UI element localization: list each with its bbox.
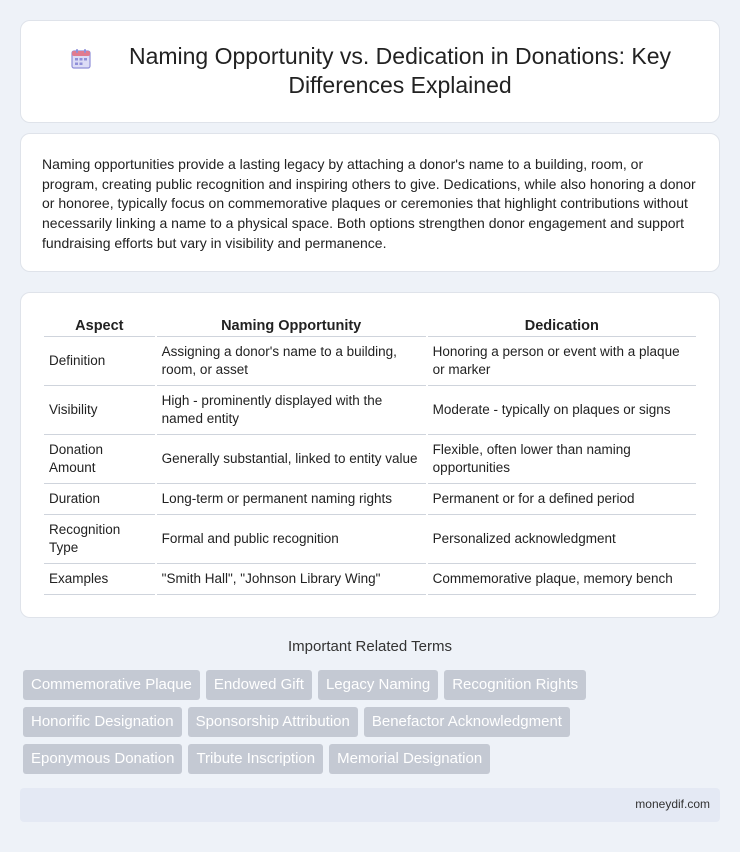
- cell-naming: Long-term or permanent naming rights: [157, 484, 426, 515]
- cell-naming: High - prominently displayed with the named entity: [157, 386, 426, 435]
- cell-dedication: Honoring a person or event with a plaque or marker: [428, 337, 696, 386]
- tag-row: [23, 670, 723, 700]
- comparison-table: [42, 315, 698, 595]
- header-aspect: Aspect: [44, 315, 155, 337]
- header-naming-opportunity: Naming Opportunity: [157, 315, 426, 337]
- cell-aspect: Visibility: [44, 386, 155, 435]
- footer: [20, 788, 720, 822]
- tag-memorial-designation[interactable]: Memorial Designation: [329, 744, 490, 774]
- cell-naming: "Smith Hall", "Johnson Library Wing": [157, 564, 426, 595]
- footer-site[interactable]: moneydif.com: [635, 797, 710, 811]
- page-title: Naming Opportunity vs. Dedication in Donations: Key Differences Explained: [128, 43, 672, 98]
- table-row: [44, 386, 696, 435]
- intro-card: [20, 133, 720, 272]
- tag-honorific-designation[interactable]: Honorific Designation: [23, 707, 182, 737]
- cell-dedication: Commemorative plaque, memory bench: [428, 564, 696, 595]
- table-row: [44, 564, 696, 595]
- cell-aspect: Donation Amount: [44, 435, 155, 484]
- cell-aspect: Definition: [44, 337, 155, 386]
- table-row: [44, 515, 696, 564]
- cell-aspect: Duration: [44, 484, 155, 515]
- cell-naming: Formal and public recognition: [157, 515, 426, 564]
- tag-row: [23, 707, 723, 737]
- intro-paragraph: Naming opportunities provide a lasting legacy by attaching a donor's name to a building, room, or program, creating public recognition and inspiring others to give. Dedications, while also honoring a donor or honoree, typically focus on commemorative plaques or ceremonies that highlight contributions without necessarily linking a name to a physical space. Both options strengthen donor engagement and support fundraising efforts but vary in visibility and permanence.: [42, 156, 696, 251]
- calendar-icon: [69, 47, 93, 71]
- tag-endowed-gift[interactable]: Endowed Gift: [206, 670, 312, 700]
- table-header-row: [44, 315, 696, 337]
- tag-recognition-rights[interactable]: Recognition Rights: [444, 670, 586, 700]
- tag-tribute-inscription[interactable]: Tribute Inscription: [188, 744, 323, 774]
- tag-sponsorship-attribution[interactable]: Sponsorship Attribution: [188, 707, 358, 737]
- cell-dedication: Personalized acknowledgment: [428, 515, 696, 564]
- cell-dedication: Flexible, often lower than naming opportunities: [428, 435, 696, 484]
- comparison-card: [20, 292, 720, 618]
- title-card: [20, 20, 720, 123]
- table-row: [44, 337, 696, 386]
- cell-naming: Generally substantial, linked to entity value: [157, 435, 426, 484]
- related-terms-heading: Important Related Terms: [288, 638, 452, 655]
- tag-row: [23, 744, 723, 774]
- header-dedication: Dedication: [428, 315, 696, 337]
- related-terms-list: [23, 670, 723, 781]
- tag-legacy-naming[interactable]: Legacy Naming: [318, 670, 438, 700]
- tag-commemorative-plaque[interactable]: Commemorative Plaque: [23, 670, 200, 700]
- table-row: [44, 435, 696, 484]
- cell-aspect: Recognition Type: [44, 515, 155, 564]
- tag-eponymous-donation[interactable]: Eponymous Donation: [23, 744, 182, 774]
- table-row: [44, 484, 696, 515]
- cell-naming: Assigning a donor's name to a building, room, or asset: [157, 337, 426, 386]
- cell-dedication: Moderate - typically on plaques or signs: [428, 386, 696, 435]
- cell-aspect: Examples: [44, 564, 155, 595]
- tag-benefactor-acknowledgment[interactable]: Benefactor Acknowledgment: [364, 707, 570, 737]
- cell-dedication: Permanent or for a defined period: [428, 484, 696, 515]
